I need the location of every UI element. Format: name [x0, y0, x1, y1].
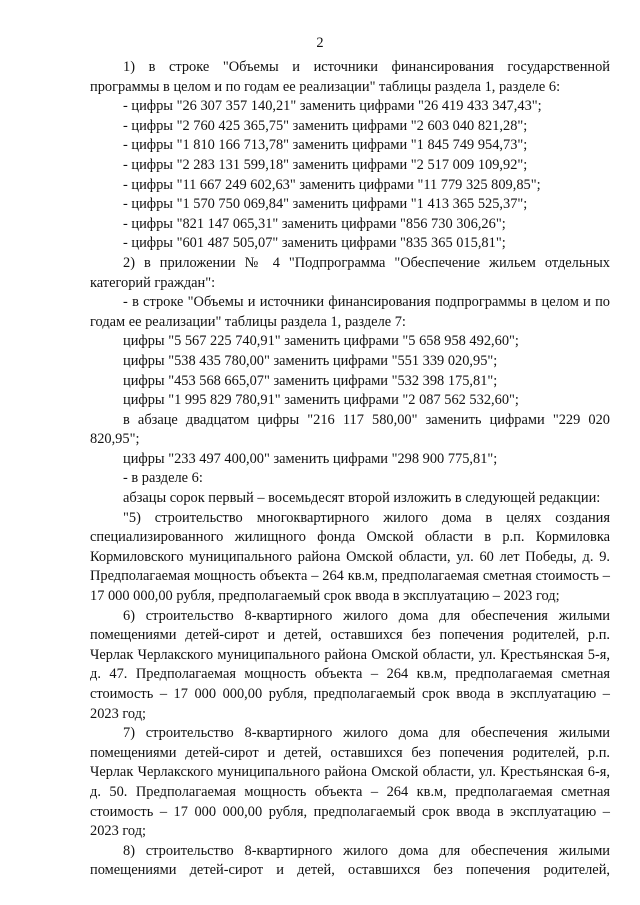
paragraph: - цифры "1 570 750 069,84" заменить цифрами "1 413 365 525,37"; [123, 196, 528, 213]
paragraph: цифры "453 568 665,07" заменить цифрами "532 398 175,81"; [123, 372, 498, 389]
paragraph: 1) в строке "Объемы и источники финансирования государственной программы в целом и по годам ее реализации" таблицы раздела 1, разделе 6: [90, 59, 610, 95]
paragraph: 7) строительство 8-квартирного жилого дома для обеспечения жилыми помещениями детей-сирот и детей, оставшихся без попечения родителей, р.п. Черлак Черлакского муниципального района Омской области, ул. Крестьянская 6-я, д. 50. Предполагаемая мощность объекта – 264 кв.м, предполагаемая сметная стоимость – 17 000 000,00 рубля, предполагаемый срок ввода в эксплуатацию – 2023 год; [90, 725, 610, 840]
paragraph: цифры "233 497 400,00" заменить цифрами "298 900 775,81"; [123, 450, 498, 467]
paragraph: 2) в приложении № 4 "Подпрограмма "Обеспечение жильем отдельных категорий граждан": [90, 254, 610, 291]
paragraph: в абзаце двадцатом цифры "216 117 580,00" заменить цифрами "229 020 820,95"; [90, 411, 610, 448]
paragraph: 6) строительство 8-квартирного жилого дома для обеспечения жилыми помещениями детей-сирот и детей, оставшихся без попечения родителей, р.п. Черлак Черлакского муниципального района Омской области, ул. Крестьянская 5-я, д. 47. Предполагаемая мощность объекта – 264 кв.м, предполагаемая сметная стоимость – 17 000 000,00 рубля, предполагаемый срок ввода в эксплуатацию – 2023 год; [90, 607, 610, 722]
paragraph: - цифры "11 667 249 602,63" заменить цифрами "11 779 325 809,85"; [123, 176, 541, 193]
paragraph: абзацы сорок первый – восемьдесят второй изложить в следующей редакции: [123, 490, 601, 507]
paragraph: - цифры "821 147 065,31" заменить цифрами "856 730 306,26"; [123, 215, 506, 232]
paragraph: цифры "538 435 780,00" заменить цифрами "551 339 020,95"; [123, 352, 498, 369]
paragraph: 8) строительство 8-квартирного жилого дома для обеспечения жилыми помещениями детей-сирот и детей, оставшихся без попечения родителей, [90, 842, 610, 879]
paragraph: "5) строительство многоквартирного жилого дома в целях создания специализированного жилищного фонда Омской области в р.п. Кормиловка Кормиловского муниципального района Омской области, ул. 60 лет Победы, д. 9. Предполагаемая мощность объекта – 264 кв.м, предполагаемая сметная стоимость – 17 000 000,00 рубля, предполагаемый срок ввода в эксплуатацию – 2023 год; [90, 509, 610, 605]
page-number: 2 [316, 35, 324, 51]
paragraph: - цифры "1 810 166 713,78" заменить цифрами "1 845 749 954,73"; [123, 137, 528, 154]
document-body [90, 58, 610, 881]
paragraph: - цифры "26 307 357 140,21" заменить цифрами "26 419 433 347,43"; [123, 98, 542, 115]
paragraph: - цифры "2 760 425 365,75" заменить цифрами "2 603 040 821,28"; [123, 117, 528, 134]
paragraph: - цифры "601 487 505,07" заменить цифрами "835 365 015,81"; [123, 235, 506, 252]
paragraph: - в разделе 6: [123, 470, 203, 487]
paragraph: цифры "1 995 829 780,91" заменить цифрами "2 087 562 532,60"; [123, 392, 519, 409]
paragraph: - в строке "Объемы и источники финансирования подпрограммы в целом и по годам ее реализации" таблицы раздела 1, разделе 7: [90, 294, 610, 330]
paragraph: - цифры "2 283 131 599,18" заменить цифрами "2 517 009 109,92"; [123, 156, 528, 173]
paragraph: цифры "5 567 225 740,91" заменить цифрами "5 658 958 492,60"; [123, 333, 519, 350]
